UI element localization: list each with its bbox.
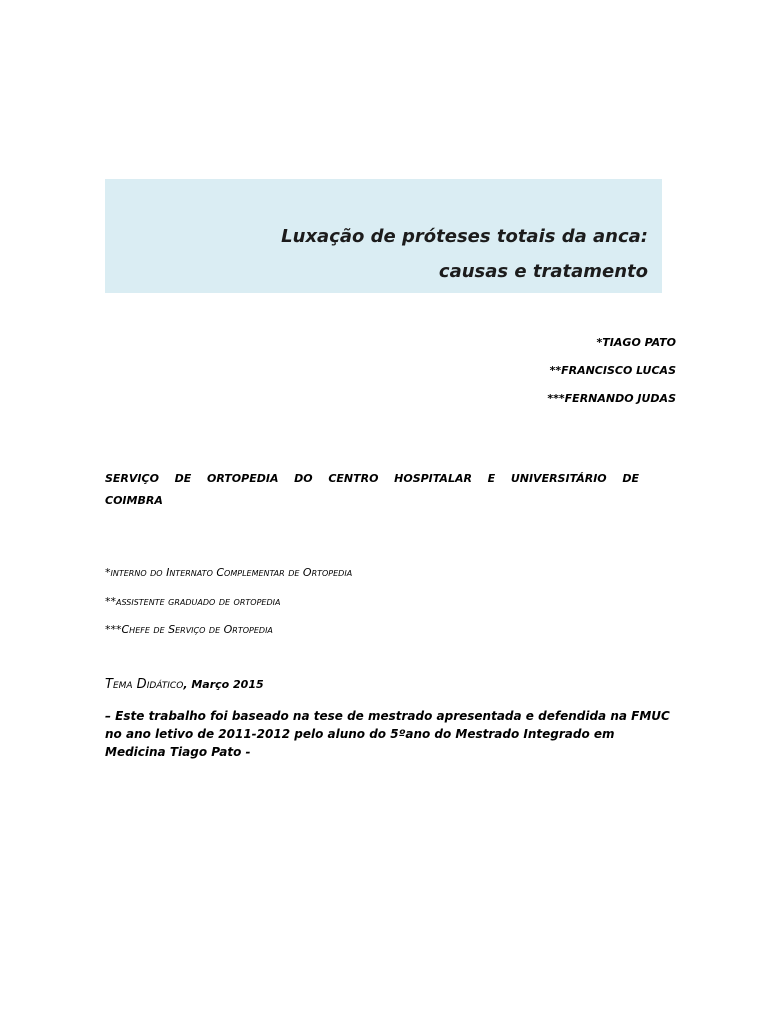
affiliation-list [105, 559, 352, 645]
tema-line [105, 677, 264, 692]
service-heading [105, 472, 639, 507]
title-box [105, 179, 662, 293]
service-line-1 [105, 472, 639, 485]
service-line-2: COIMBRA [105, 494, 163, 507]
service-word: HOSPITALAR [394, 472, 472, 485]
affiliation-1: *interno do Internato Complementar de Ortopedia [105, 566, 353, 579]
service-word: UNIVERSITÁRIO [510, 472, 607, 485]
service-word: DE [622, 472, 639, 485]
title-line-1: Luxação de próteses totais da anca: [281, 226, 648, 247]
tema-label: Tema Didático [105, 677, 184, 692]
tema-date: , Março 2015 [183, 678, 264, 691]
author-list [547, 329, 676, 413]
service-word: SERVIÇO [105, 472, 159, 485]
author-1: *TIAGO PATO [596, 336, 676, 349]
affiliation-3: ***Chefe de Serviço de Ortopedia [105, 623, 273, 636]
service-word: CENTRO [328, 472, 379, 485]
thesis-note: – Este trabalho foi baseado na tese de mestrado apresentada e defendida na FMUC no ano letivo de 2011-2012 pelo aluno do 5ºano do Mestrado Integrado em Medicina Tiago Pato - [105, 709, 670, 759]
affiliation-2: **assistente graduado de ortopedia [105, 594, 281, 608]
title-line-2: causas e tratamento [438, 261, 648, 282]
service-word: ORTOPEDIA [206, 472, 279, 485]
service-word: E [487, 472, 496, 485]
author-2: **FRANCISCO LUCAS [549, 364, 676, 377]
author-3: ***FERNANDO JUDAS [547, 392, 676, 405]
service-word: DO [294, 472, 313, 485]
service-word: DE [174, 472, 192, 485]
